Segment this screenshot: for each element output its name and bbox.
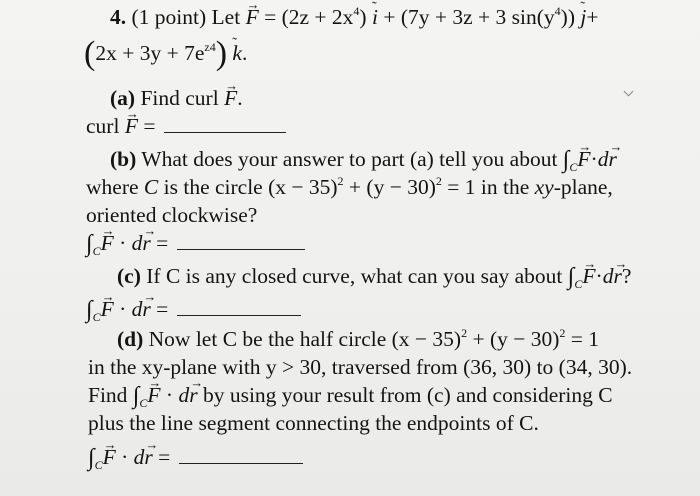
circle-term-x: (x − 35) [268,175,338,199]
part-a-line: (a) Find curl → F. [110,85,243,111]
field-i-exponent: 4 [353,4,360,18]
vector-r-symbol: → r [608,146,616,172]
part-c-label: (c) [117,264,141,288]
field-k-exponent: z4 [204,40,216,54]
part-c-answer-blank[interactable] [177,299,301,316]
part-d-line3: Find $\int_C\to F \cdot d\to r$ by using your result from (c) and considering C [88,382,613,408]
field-k-component: 2x + 3y + 7e [95,41,205,65]
vector-r-symbol: → r [142,230,150,256]
part-d-equals: = 1 [570,327,600,351]
field-j-close: )) [560,5,575,29]
plane-xy: xy [534,175,554,199]
field-j-exponent: 4 [554,4,561,18]
vector-f-symbol: → F [577,146,590,172]
curl-label: curl [86,114,120,138]
curl-answer-blank[interactable] [164,116,286,133]
vector-f-symbol: → F [224,85,237,111]
part-d-segment: plus the line segment connecting the endpoints of C. [88,411,539,435]
k-hat-symbol: ˜ k [232,40,242,66]
part-b-where: where [86,175,139,199]
circle-y-exponent: 2 [435,174,442,188]
vector-r-symbol: → r [142,296,150,322]
integral-symbol: $\int_C$ [562,147,578,174]
part-b-question: What does your answer to part (a) tell you about [141,147,558,171]
part-a-label: (a) [110,86,136,110]
field-i-close: ) [359,5,367,29]
integral-symbol: $\int_C$ [86,297,101,324]
vector-f-symbol: → F [147,382,160,408]
circle-equals: = 1 in the [447,175,530,199]
statement-intro: Let [211,5,241,29]
part-b-answer-line: $\int_C\to F \cdot d\to r$ = [86,230,305,256]
part-c-line: (c) If C is any closed curve, what can you say about $\int_C\to F\cdot d\to r$? [117,263,631,289]
part-d-answer-line: $\int_C\to F \cdot d\to r$ = [88,444,303,470]
vector-r-symbol: → r [613,263,621,289]
integral-symbol: $\int_C$ [567,264,583,291]
part-d-method: by using your result from (c) and considering C [202,383,613,407]
part-d-find: Find [88,383,128,407]
field-j-component: + (7y + 3z + 3 sin(y [383,5,555,29]
problem-points: (1 point) [131,5,207,29]
part-d-x-exponent: 2 [461,326,468,340]
plane-suffix: -plane, [553,175,613,199]
integral-symbol: $\int_C$ [88,445,103,472]
part-a-text: Find curl [140,86,219,110]
vector-f-symbol: → F [101,296,114,322]
problem-number: 4. [110,5,127,29]
curve-c-symbol: C [143,175,159,199]
vector-f-symbol: → F [101,230,114,256]
j-hat-symbol: ˜ j [580,4,586,30]
part-d-answer-blank[interactable] [179,447,303,464]
vector-r-symbol: → r [189,382,197,408]
vector-f-symbol: → F [582,263,595,289]
part-b-is-circle: is the circle [163,175,263,199]
integral-symbol: $\int_C$ [86,231,101,258]
part-b-line2 [86,174,613,200]
field-i-component: (2z + 2x [281,5,354,29]
circle-term-y: + (y − 30) [348,175,436,199]
problem-header-line: 4. (1 point) Let → $F = (2z + 2x^4)$ ˜ i + (7y + 3z + 3 $\sin(y^4)$) ˜ j+ [110,4,598,30]
vector-f-symbol: → F [125,113,138,139]
vector-f-symbol: → F [246,4,259,30]
part-d-line1 [117,326,599,352]
part-b-label: (b) [110,147,137,171]
part-b-orientation: oriented clockwise? [86,203,258,227]
curl-answer-line: curl → F = [86,113,286,139]
field-k-line: $(2x + 3y + 7e^{z4})$ ˜ k. [84,40,247,66]
part-c-question: If C is any closed curve, what can you say about [146,264,563,288]
i-hat-symbol: ˜ i [372,4,378,30]
part-d-label: (d) [117,327,144,351]
part-d-statement: Now let C be the half circle (x − 35) [148,327,462,351]
part-d-y-term: + (y − 30) [472,327,560,351]
integral-symbol: $\int_C$ [132,383,148,410]
pen-mark [624,87,634,97]
vector-f-symbol: → F [103,444,116,470]
part-d-line2 [88,354,632,380]
part-d-domain: in the xy-plane with y > 30, traversed from (36, 30) to (34, 30). [88,355,633,379]
part-c-answer-line: $\int_C\to F \cdot d\to r$ = [86,296,301,322]
part-d-y-exponent: 2 [559,326,566,340]
circle-x-exponent: 2 [337,174,344,188]
part-b-line1: (b) What does your answer to part (a) tell you about $\int_C\to F\cdot d\to r$ [110,146,617,172]
part-b-answer-blank[interactable] [177,233,305,250]
vector-r-symbol: → r [144,444,152,470]
